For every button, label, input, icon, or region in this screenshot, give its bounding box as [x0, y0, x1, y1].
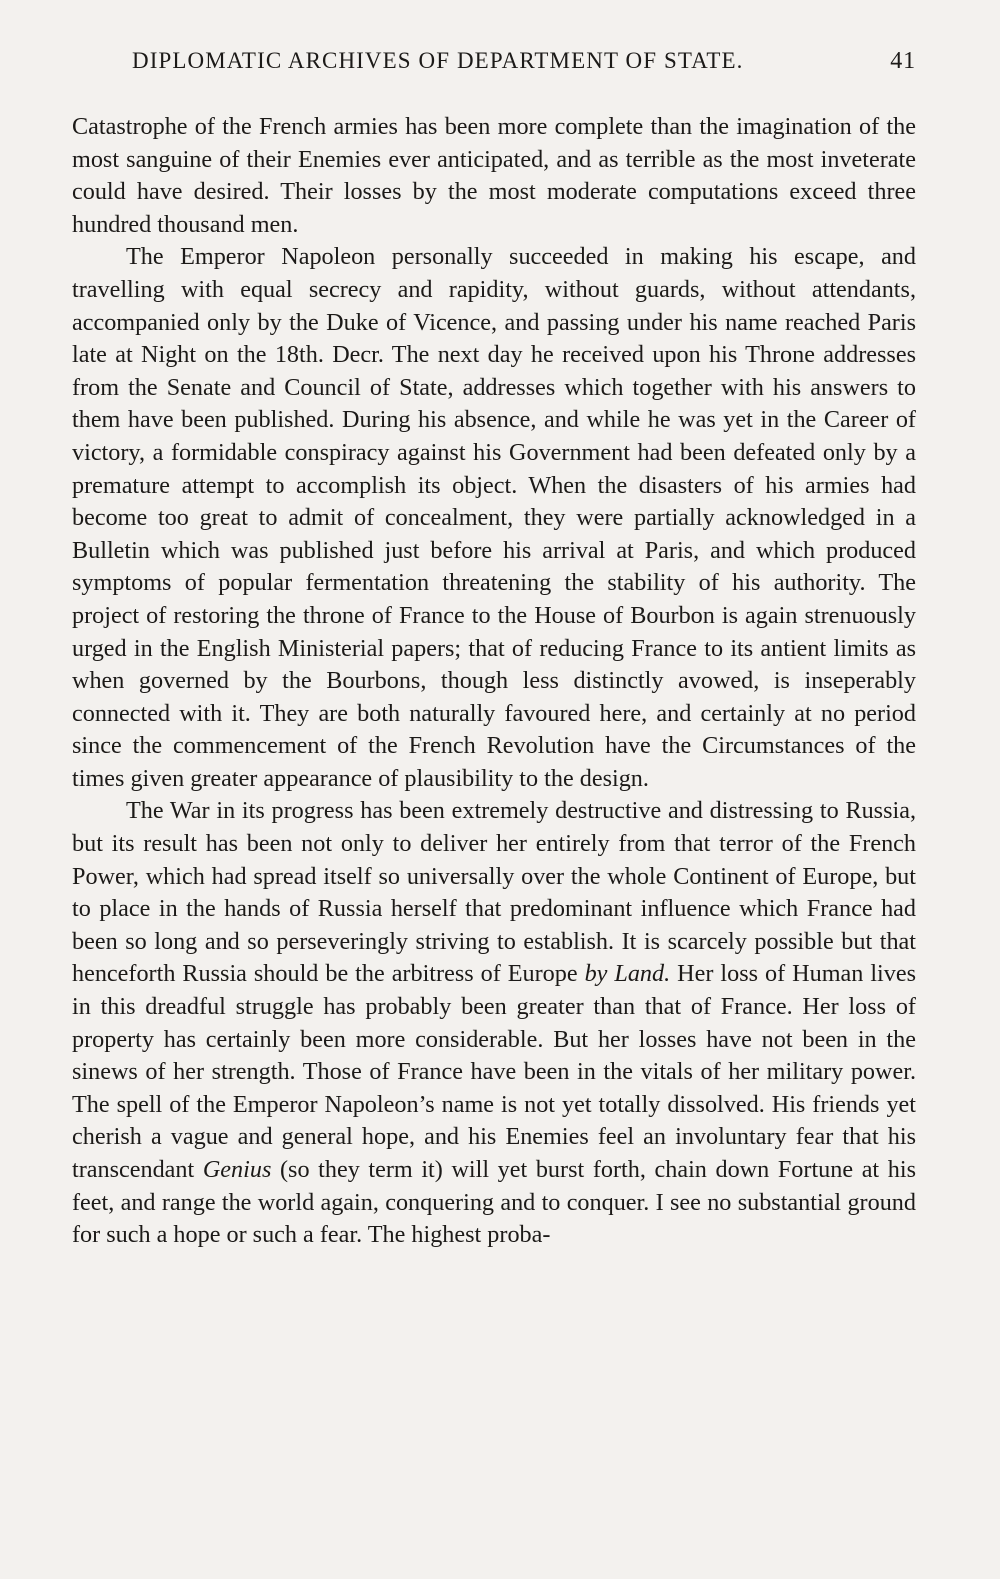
italic-phrase: by Land.	[584, 960, 671, 988]
text-run: Her loss of Human lives in this dreadful struggle has probably been greater than that of France. Her loss of property has certainly been more considerable. But her losses have not been in the sinews of her strength. Those of France have been in the vitals of her military power. The spell of the Emperor Napoleon’s name is not yet totally dissolved. His friends yet cherish a vague and general hope, and his Enemies feel an involuntary fear that his transcendant	[72, 960, 916, 1183]
text-run: The Emperor Napoleon personally succeeded in making his escape, and travelling with equal secrecy and rapidity, without guards, without attendants, accompanied only by the Duke of Vicence, and passing under his name reached Paris late at Night on the 18th. Decr. The next day he received upon his Throne addresses from the Senate and Council of State, addresses which together with his answers to them have been published. During his absence, and while he was yet in the Career of victory, a formidable conspiracy against his Government had been defeated only by a premature attempt to accomplish its object. When the disasters of his armies had become too great to admit of concealment, they were partially acknowledged in a Bulletin which was published just before his arrival at Paris, and which produced symptoms of popular fermentation threatening the stability of his authority. The project of restoring the throne of France to the House of Bourbon is again strenuously urged in the English Ministerial papers; that of reducing France to its antient limits as when governed by the Bourbons, though less distinctly avowed, is inseperably connected with it. They are both naturally favoured here, and certainly at no period since the commencement of the French Revolution have the Circumstances of the times given greater appearance of plausibility to the design.	[72, 243, 916, 792]
paragraph	[72, 241, 916, 795]
text-run: Catastrophe of the French armies has been more complete than the imagination of the most sanguine of their Enemies ever anticipated, and as terrible as the most inveterate could have desired. Their losses by the most moderate computations exceed three hundred thousand men.	[72, 113, 916, 238]
running-head	[132, 48, 916, 75]
text-run: The War in its progress has been extremely destructive and distressing to Russia, but its result has been not only to deliver her entirely from that terror of the French Power, which had spread itself so universally over the whole Continent of Europe, but to place in the hands of Russia herself that predominant influence which France had been so long and so perseveringly striving to establish. It is scarcely possible but that henceforth Russia should be the arbitress of Europe	[72, 797, 916, 988]
body-text	[72, 111, 916, 1252]
text-run: (so they term it) will yet burst forth, chain down Fortune at his feet, and range the world again, conquering and to conquer. I see no substantial ground for such a hope or such a fear. The highest proba-	[72, 1156, 916, 1249]
paragraph	[72, 795, 916, 1251]
page-number: 41	[890, 48, 916, 74]
paragraph	[72, 111, 916, 241]
running-title: DIPLOMATIC ARCHIVES OF DEPARTMENT OF STATE.	[132, 48, 744, 73]
italic-phrase: Genius	[202, 1156, 272, 1183]
